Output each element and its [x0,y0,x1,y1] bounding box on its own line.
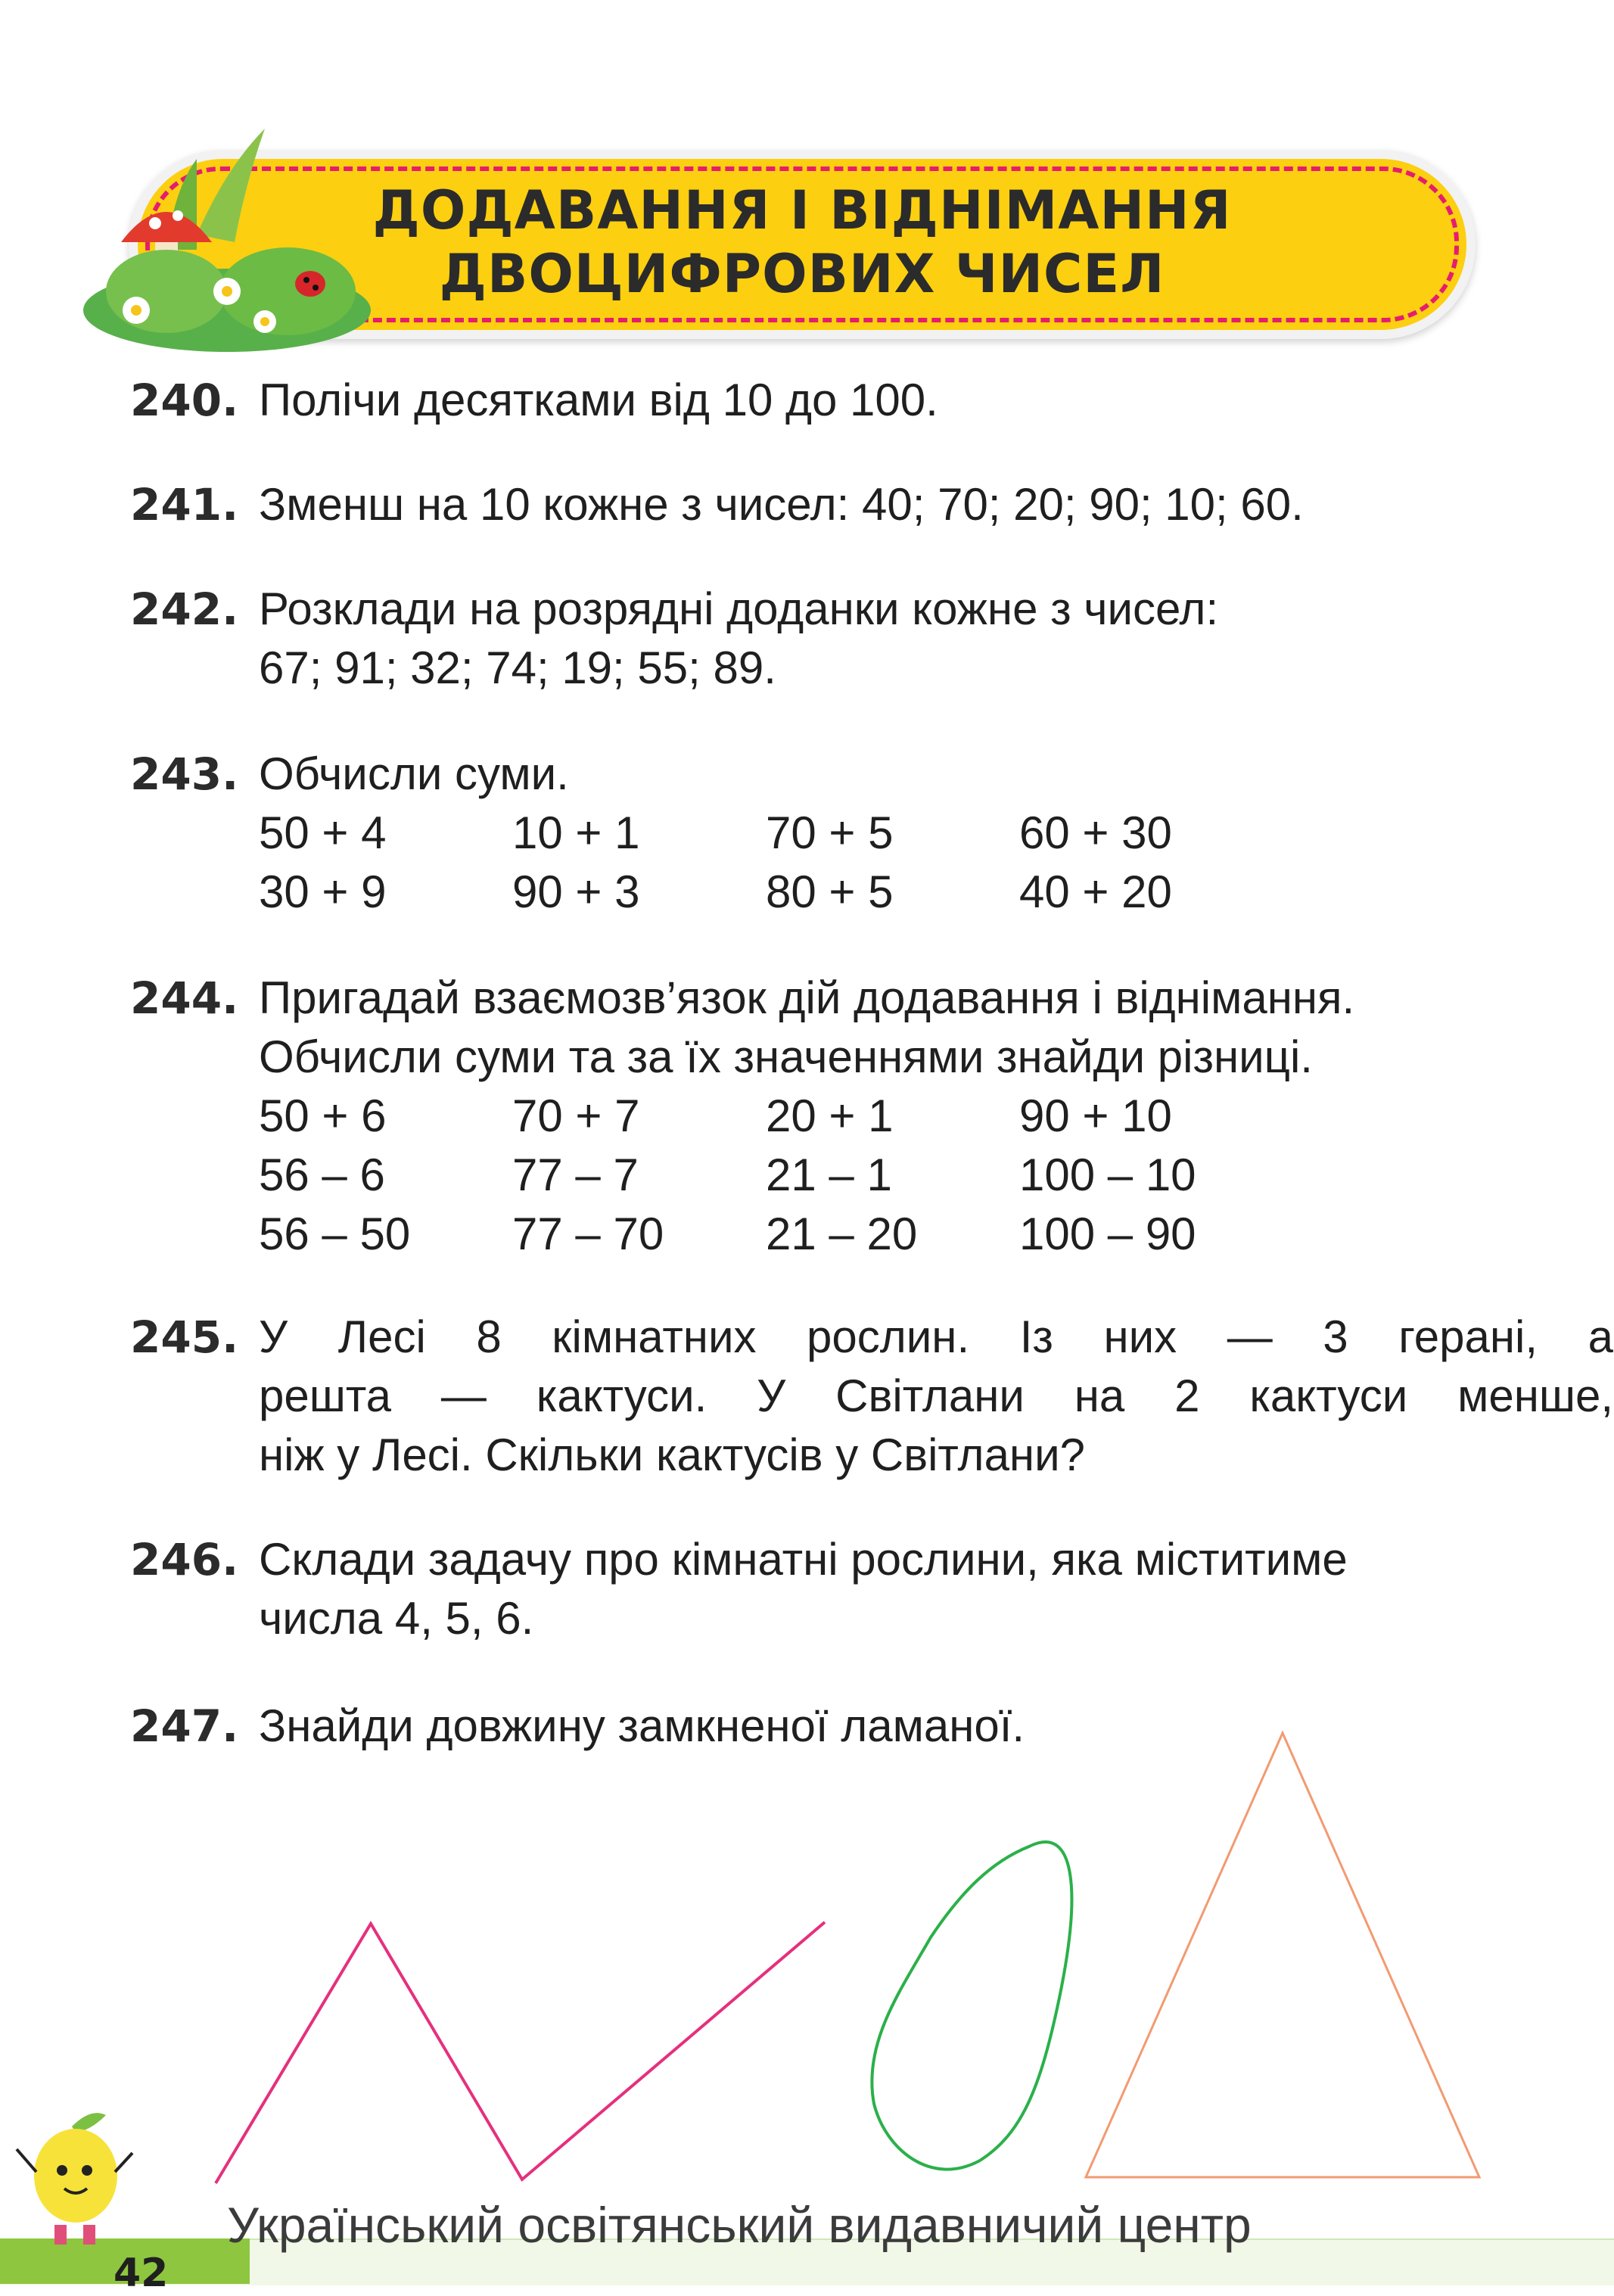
ladybug-icon [295,271,325,297]
eye-icon [82,2165,92,2176]
expression: 70 + 7 [512,1090,640,1141]
expression: 20 + 1 [766,1090,894,1141]
mushroom-cap-icon [121,212,212,242]
lemon-body-icon [34,2129,117,2223]
exercise-text: Обчисли суми. [259,748,569,799]
section-title-line-2: ДВОЦИФРОВИХ ЧИСЕЛ [439,243,1165,305]
exercise-text: Пригадай взаємозв’язок дій додавання і віднімання. [259,972,1355,1023]
open-polyline-figure [216,1922,825,2183]
section-title-line-1: ДОДАВАННЯ І ВІДНІМАННЯ [372,179,1232,241]
daisy-center-icon [222,286,232,297]
expression: 100 – 10 [1019,1150,1196,1200]
exercise-text: Склади задачу про кімнатні рослини, яка міститиме [259,1534,1348,1585]
exercise-number: 245. [130,1311,239,1363]
eye-icon [57,2165,67,2176]
expression: 77 – 70 [512,1209,664,1259]
exercise-text: Зменш на 10 кожне з чисел: 40; 70; 20; 90; 10; 60. [259,479,1304,530]
expression: 56 – 50 [259,1209,411,1259]
page-number: 42 [114,2251,169,2296]
grass-blade-icon [197,129,265,242]
expression: 77 – 7 [512,1150,639,1200]
bush-icon [106,250,227,333]
daisy-center-icon [260,317,269,326]
exercise-number: 240. [130,375,239,426]
exercise-text: Полічи десятками від 10 до 100. [259,375,938,425]
expression: 30 + 9 [259,866,387,917]
expression: 70 + 5 [766,807,894,858]
expression: 56 – 6 [259,1150,385,1200]
exercise-number: 242. [130,583,239,635]
exercise-text: У Лесі 8 кімнатних рослин. Із них — 3 герані, а [259,1311,1613,1362]
expression: 21 – 20 [766,1209,918,1259]
publisher-name: Український освітянський видавничий центр [227,2197,1252,2253]
boot-icon [83,2225,95,2245]
arm-icon [17,2149,36,2172]
expression: 21 – 1 [766,1150,892,1200]
exercise-number: 241. [130,479,239,530]
exercise-number: 243. [130,748,239,800]
lemon-mascot-icon [8,2104,144,2255]
exercise-text: числа 4, 5, 6. [259,1593,534,1644]
expression: 90 + 10 [1019,1090,1172,1141]
expression: 90 + 3 [512,866,640,917]
exercise-number: 246. [130,1534,239,1585]
expression: 50 + 6 [259,1090,387,1141]
expression: 80 + 5 [766,866,894,917]
exercise-number: 244. [130,972,239,1024]
arm-icon [115,2153,132,2172]
expression: 40 + 20 [1019,866,1172,917]
exercise-text: Знайди довжину замкненої ламаної. [259,1700,1025,1751]
ladybug-spot-icon [303,277,309,283]
exercise-number: 247. [130,1700,239,1752]
mushroom-spot-icon [149,217,161,229]
exercise-text: ніж у Лесі. Скільки кактусів у Світлани? [259,1430,1085,1480]
exercise-text: Розклади на розрядні доданки кожне з чисел: [259,583,1219,634]
closed-curve-figure [872,1842,1071,2170]
expression-grid [259,1087,1613,1264]
mushroom-spot-icon [173,210,183,221]
ladybug-spot-icon [313,285,319,291]
expression: 60 + 30 [1019,807,1172,858]
daisy-center-icon [131,305,141,316]
triangle-figure [1086,1733,1479,2177]
expression-grid [259,804,1613,922]
expression: 10 + 1 [512,807,640,858]
exercise-text: решта — кактуси. У Світлани на 2 кактуси менше, [259,1370,1613,1421]
boot-icon [54,2225,67,2245]
figures-area [0,1710,1614,2210]
exercise-text: 67; 91; 32; 74; 19; 55; 89. [259,642,776,693]
mushroom-grass-decoration [83,121,371,356]
expression: 50 + 4 [259,807,387,858]
expression: 100 – 90 [1019,1209,1196,1259]
exercise-text: Обчисли суми та за їх значеннями знайди різниці. [259,1031,1313,1082]
